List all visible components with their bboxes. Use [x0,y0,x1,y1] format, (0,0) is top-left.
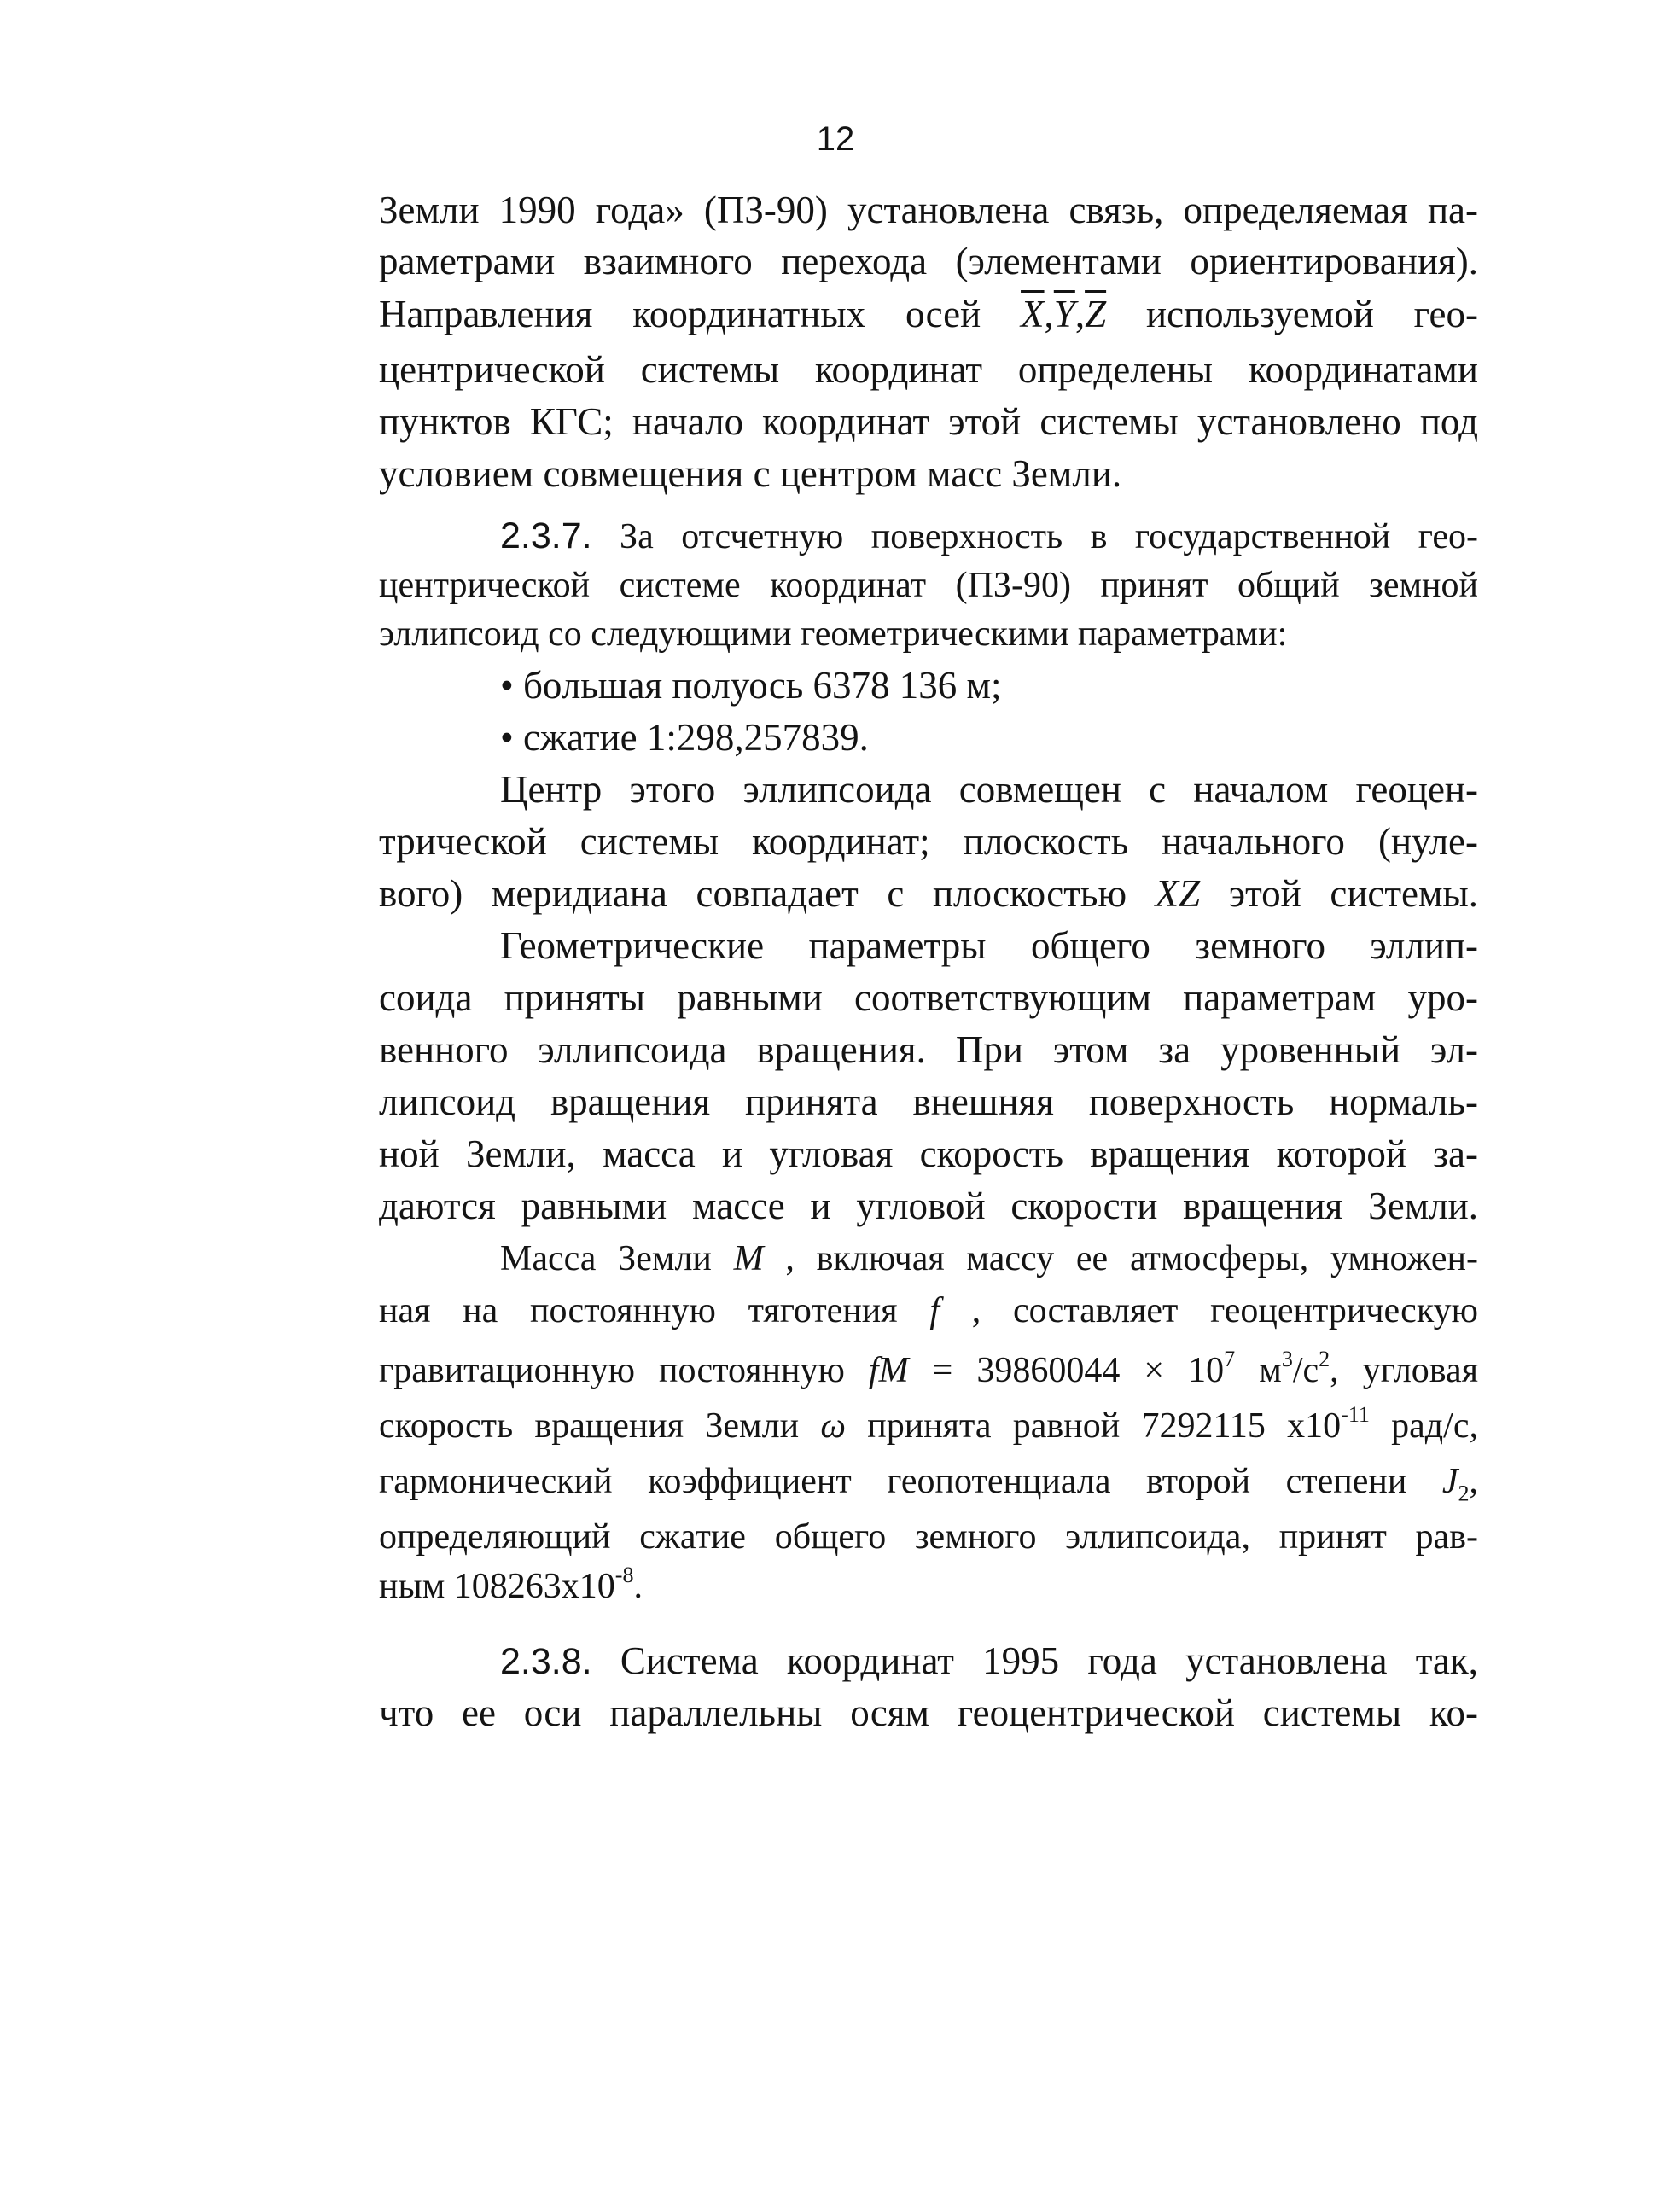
text-fragment: Система координат 1995 года установлена так, [591,1639,1478,1682]
bullet-text: большая полуось 6378 136 м; [523,664,1002,707]
symbol-fm: fM [868,1351,909,1390]
text-fragment: , угловая [1330,1351,1478,1390]
bullet-item [500,713,1478,761]
bullet-icon: • [500,716,514,759]
symbol-omega: ω [820,1406,846,1446]
symbol-m: M [733,1239,764,1278]
exponent: 3 [1281,1347,1293,1372]
text-fragment: ная на постоянную тяготения [379,1291,930,1330]
paragraph-line [379,1563,1478,1610]
section-number: 2.3.8. [500,1641,592,1682]
paragraph-line: что ее оси параллельны осям геоцентрической системы ко- [379,1691,1478,1734]
paragraph-line: центрической системе координат (ПЗ-90) принят общий земной [379,566,1478,605]
paragraph-line [500,1235,1478,1283]
paragraph-line [379,290,1478,338]
subscript: 2 [1458,1481,1470,1505]
paragraph-line: определяющий сжатие общего земного эллипсоида, принят рав- [379,1517,1478,1557]
text-fragment: гармонический коэффициент геопотенциала второй степени [379,1462,1442,1501]
text-fragment: = 39860044 × 10 [908,1351,1225,1390]
text-fragment: , включая массу ее атмосферы, умножен- [763,1239,1478,1278]
paragraph-line: ной Земли, масса и угловая скорость вращения которой за- [379,1132,1478,1175]
text-fragment: гравитационную постоянную [379,1351,869,1390]
text-fragment: ным 108263х10 [379,1567,615,1606]
text-fragment: используемой гео- [1146,293,1478,335]
paragraph-line: даются равными массе и угловой скорости вращения Земли. [379,1185,1478,1227]
paragraph-line [379,870,1478,917]
axis-y: $\overline{Y}$ [1053,293,1075,335]
paragraph-line: трической системы координат; плоскость начального (нуле- [379,820,1478,863]
paragraph-line [379,1347,1478,1394]
paragraph-line: липсоид вращения принята внешняя поверхность нормаль- [379,1080,1478,1123]
paragraph-line: венного эллипсоида вращения. При этом за уровенный эл- [379,1028,1478,1071]
symbol-j: J [1441,1462,1458,1501]
paragraph-line [379,1402,1478,1450]
exponent: 2 [1319,1347,1330,1372]
bullet-text: сжатие 1:298,257839. [523,716,869,759]
paragraph-line: эллипсоид со следующими геометрическими параметрами: [379,614,1288,654]
text-fragment: Направления координатных осей [379,293,1022,335]
paragraph-line: условием совмещения с центром масс Земли. [379,452,1122,495]
exponent: -11 [1341,1402,1370,1428]
exponent: 7 [1224,1347,1236,1372]
bullet-item [500,661,1478,709]
text-fragment: . [633,1567,643,1606]
paragraph-line: центрической системы координат определены координатами [379,348,1478,391]
text-fragment: , [1469,1462,1478,1501]
text-fragment: За отсчетную поверхность в государственной гео- [591,517,1478,556]
bullet-icon: • [500,664,514,707]
text-fragment: вого) меридиана совпадает с плоскостью [379,872,1156,915]
exponent: -8 [614,1563,634,1588]
plane-xz: XZ [1155,872,1201,915]
paragraph-line: соида приняты равными соответствующим параметрам уро- [379,976,1478,1019]
text-fragment: скорость вращения Земли [379,1406,821,1446]
comma: , [1074,293,1086,335]
text-fragment: Масса Земли [500,1239,734,1278]
page-number: 12 [816,120,855,158]
section-238-line [500,1637,1478,1685]
section-237-line [500,512,1478,560]
text-fragment: , составляет геоцентрическую [940,1291,1478,1330]
paragraph-line: Геометрические параметры общего земного эллип- [500,924,1478,967]
symbol-f: f [929,1291,940,1330]
section-number: 2.3.7. [500,515,592,556]
paragraph-line: пунктов КГС; начало координат этой системы установлено под [379,400,1478,443]
comma: , [1044,293,1054,335]
axis-z: $\overline{Z}$ [1085,293,1107,335]
paragraph-line [379,1458,1478,1505]
text-fragment: /с [1292,1351,1319,1390]
text-fragment: этой системы. [1228,872,1478,915]
paragraph-line: Земли 1990 года» (ПЗ-90) установлена связь, определяемая па- [379,189,1478,231]
text-fragment: принята равной 7292115 х10 [845,1406,1342,1446]
paragraph-line: Центр этого эллипсоида совмещен с началом геоцен- [500,768,1478,811]
text-fragment: рад/с, [1369,1406,1478,1446]
paragraph-line [379,1287,1478,1335]
text-fragment: м [1235,1351,1282,1390]
axis-x: $\overline{X}$ [1021,293,1045,335]
paragraph-line: раметрами взаимного перехода (элементами ориентирования). [379,240,1478,282]
